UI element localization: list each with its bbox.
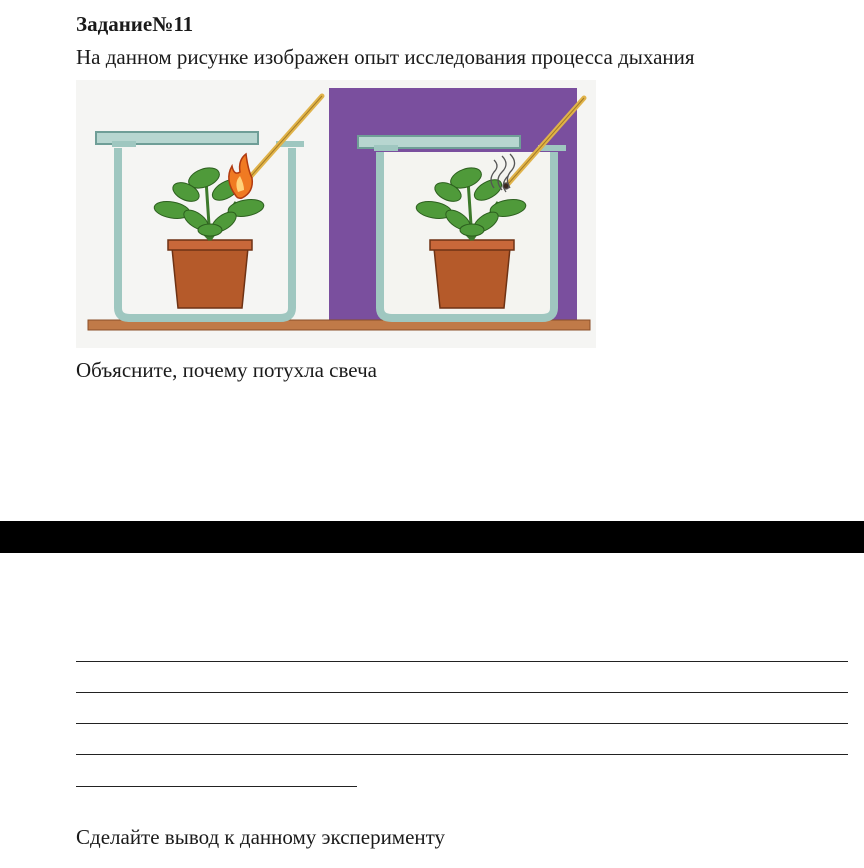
answer-line[interactable]: [76, 723, 848, 724]
question-text: Объясните, почему потухла свеча: [76, 358, 377, 382]
task-intro: На данном рисунке изображен опыт исследования процесса дыхания: [76, 45, 695, 69]
answer-line[interactable]: [76, 692, 848, 693]
answer-line[interactable]: [76, 661, 848, 662]
black-bar: [0, 521, 864, 553]
pot-rim-left: [168, 240, 252, 250]
answer-line[interactable]: [76, 754, 848, 755]
answer-line[interactable]: [76, 786, 357, 787]
flower-pot-right: [434, 248, 510, 308]
conclusion-prompt: Сделайте вывод к данному эксперименту: [76, 825, 446, 849]
flower-pot-left: [172, 248, 248, 308]
experiment-illustration: [76, 80, 596, 348]
task-title: Задание№11: [76, 12, 194, 36]
pot-rim-right: [430, 240, 514, 250]
